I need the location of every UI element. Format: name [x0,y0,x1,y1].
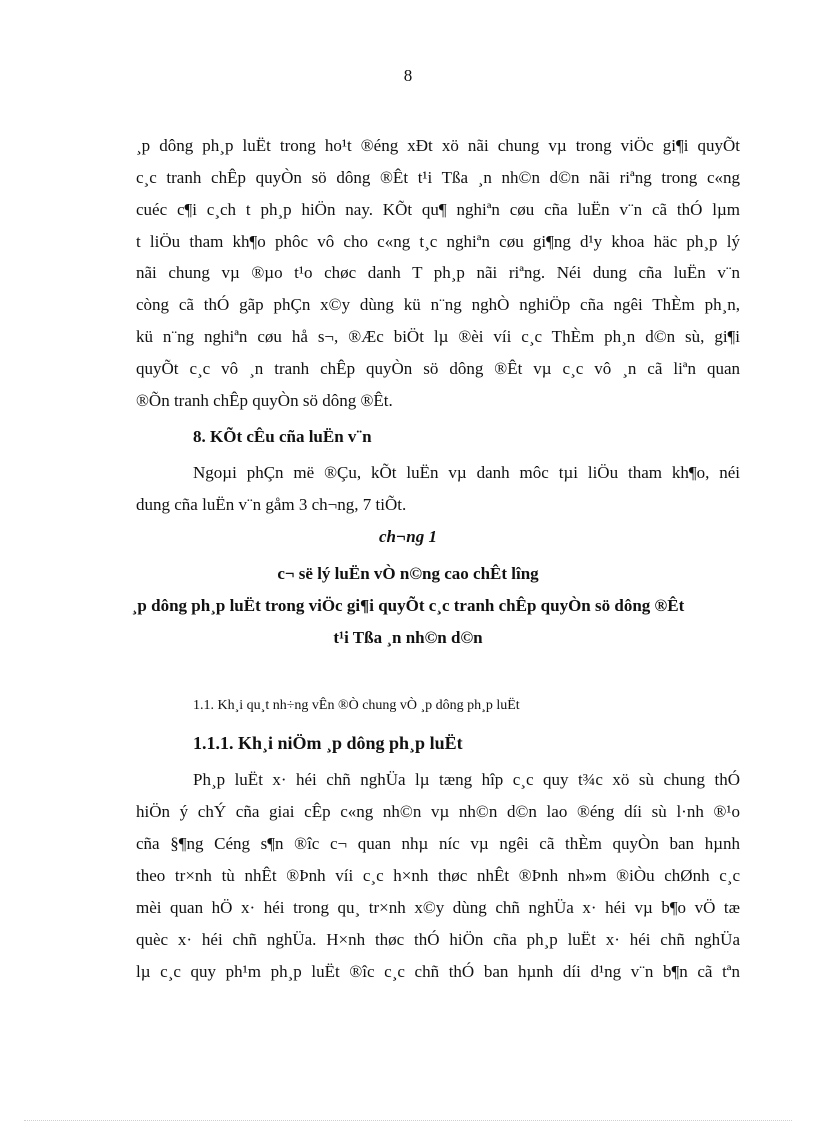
paragraph-line: còng cã thÓ gãp phÇn x©y dùng kü n¨ng nghÒ nghiÖp cña ngêi ThÈm ph¸n, [136,295,740,314]
chapter-title: c¬ së lý luËn vÒ n©ng cao chÊt lîng [277,564,539,583]
paragraph-line: quyÕt c¸c vô ¸n tranh chÊp quyÒn sö dông ®Êt vµ c¸c vô ¸n cã liªn quan [136,359,740,378]
paragraph-line: Ngoµi phÇn më ®Çu, kÕt luËn vµ danh môc tµi liÖu tham kh¶o, néi [193,463,740,482]
paragraph-line: cuéc c¶i c¸ch t ph¸p hiÖn nay. KÕt qu¶ nghiªn cøu cña luËn v¨n cã thÓ lµm [136,200,740,219]
chapter-label: ch¬ng 1 [378,527,437,546]
paragraph-line: hiÖn ý chÝ cña giai cÊp c«ng nh©n vµ nh©n d©n lao ®éng díi sù l·nh ®¹o [136,802,740,821]
paragraph-line: kü n¨ng nghiªn cøu hå s¬, ®Æc biÖt lµ ®èi víi c¸c ThÈm ph¸n d©n sù, gi¶i [136,327,740,346]
paragraph-line: c¸c tranh chÊp quyÒn sö dông ®Êt t¹i Tßa ¸n nh©n d©n nãi riªng trong c«ng [136,168,740,187]
paragraph-line: lµ c¸c quy ph¹m ph¸p luËt ®îc c¸c chñ thÓ ban hµnh díi d¹ng v¨n b¶n cã tªn [136,962,740,981]
paragraph-line: quèc x· héi chñ nghÜa. H×nh thøc thÓ hiÖn cña ph¸p luËt x· héi chñ nghÜa [136,930,740,949]
paragraph-line: t liÖu tham kh¶o phôc vô cho c«ng t¸c nghiªn cøu gi¶ng d¹y khoa häc ph¸p lý [136,232,740,251]
subsection-heading: 1.1. Kh¸i qu¸t nh÷ng vÊn ®Ò chung vÒ ¸p dông ph¸p luËt [193,698,520,713]
subsubsection-heading: 1.1.1. Kh¸i niÖm ¸p dông ph¸p luËt [193,733,463,753]
paragraph-line: nãi chung vµ ®µo t¹o chøc danh T ph¸p nãi riªng. Néi dung cña luËn v¨n [136,263,740,282]
section-heading: 8. KÕt cÊu cña luËn v¨n [193,427,372,446]
chapter-title: ¸p dông ph¸p luËt trong viÖc gi¶i quyÕt c¸c tranh chÊp quyÒn sö dông ®Êt [131,596,685,615]
paragraph-line: cña §¶ng Céng s¶n ®îc c¬ quan nhµ níc vµ ngêi cã thÈm quyÒn ban hµnh [136,834,740,853]
paragraph-line: mèi quan hÖ x· héi trong qu¸ tr×nh x©y dùng chñ nghÜa x· héi vµ b¶o vÖ tæ [136,898,740,917]
paragraph-line: Ph¸p luËt x· héi chñ nghÜa lµ tæng hîp c¸c quy t¾c xö sù chung thÓ [193,770,740,789]
page-number: 8 [403,66,413,85]
paragraph-line: dung cña luËn v¨n gåm 3 ch¬ng, 7 tiÕt. [136,495,407,514]
chapter-title: t¹i Tßa ¸n nh©n d©n [333,628,483,647]
paragraph-line: theo tr×nh tù nhÊt ®Þnh víi c¸c h×nh thøc nhÊt ®Þnh nh»m ®iÒu chØnh c¸c [136,866,740,885]
page-bottom-rule [24,1120,792,1121]
paragraph-line: ®Õn tranh chÊp quyÒn sö dông ®Êt. [136,391,393,410]
paragraph-line: ¸p dông ph¸p luËt trong ho¹t ®éng xÐt xö nãi chung vµ trong viÖc gi¶i quyÕt [136,136,740,155]
